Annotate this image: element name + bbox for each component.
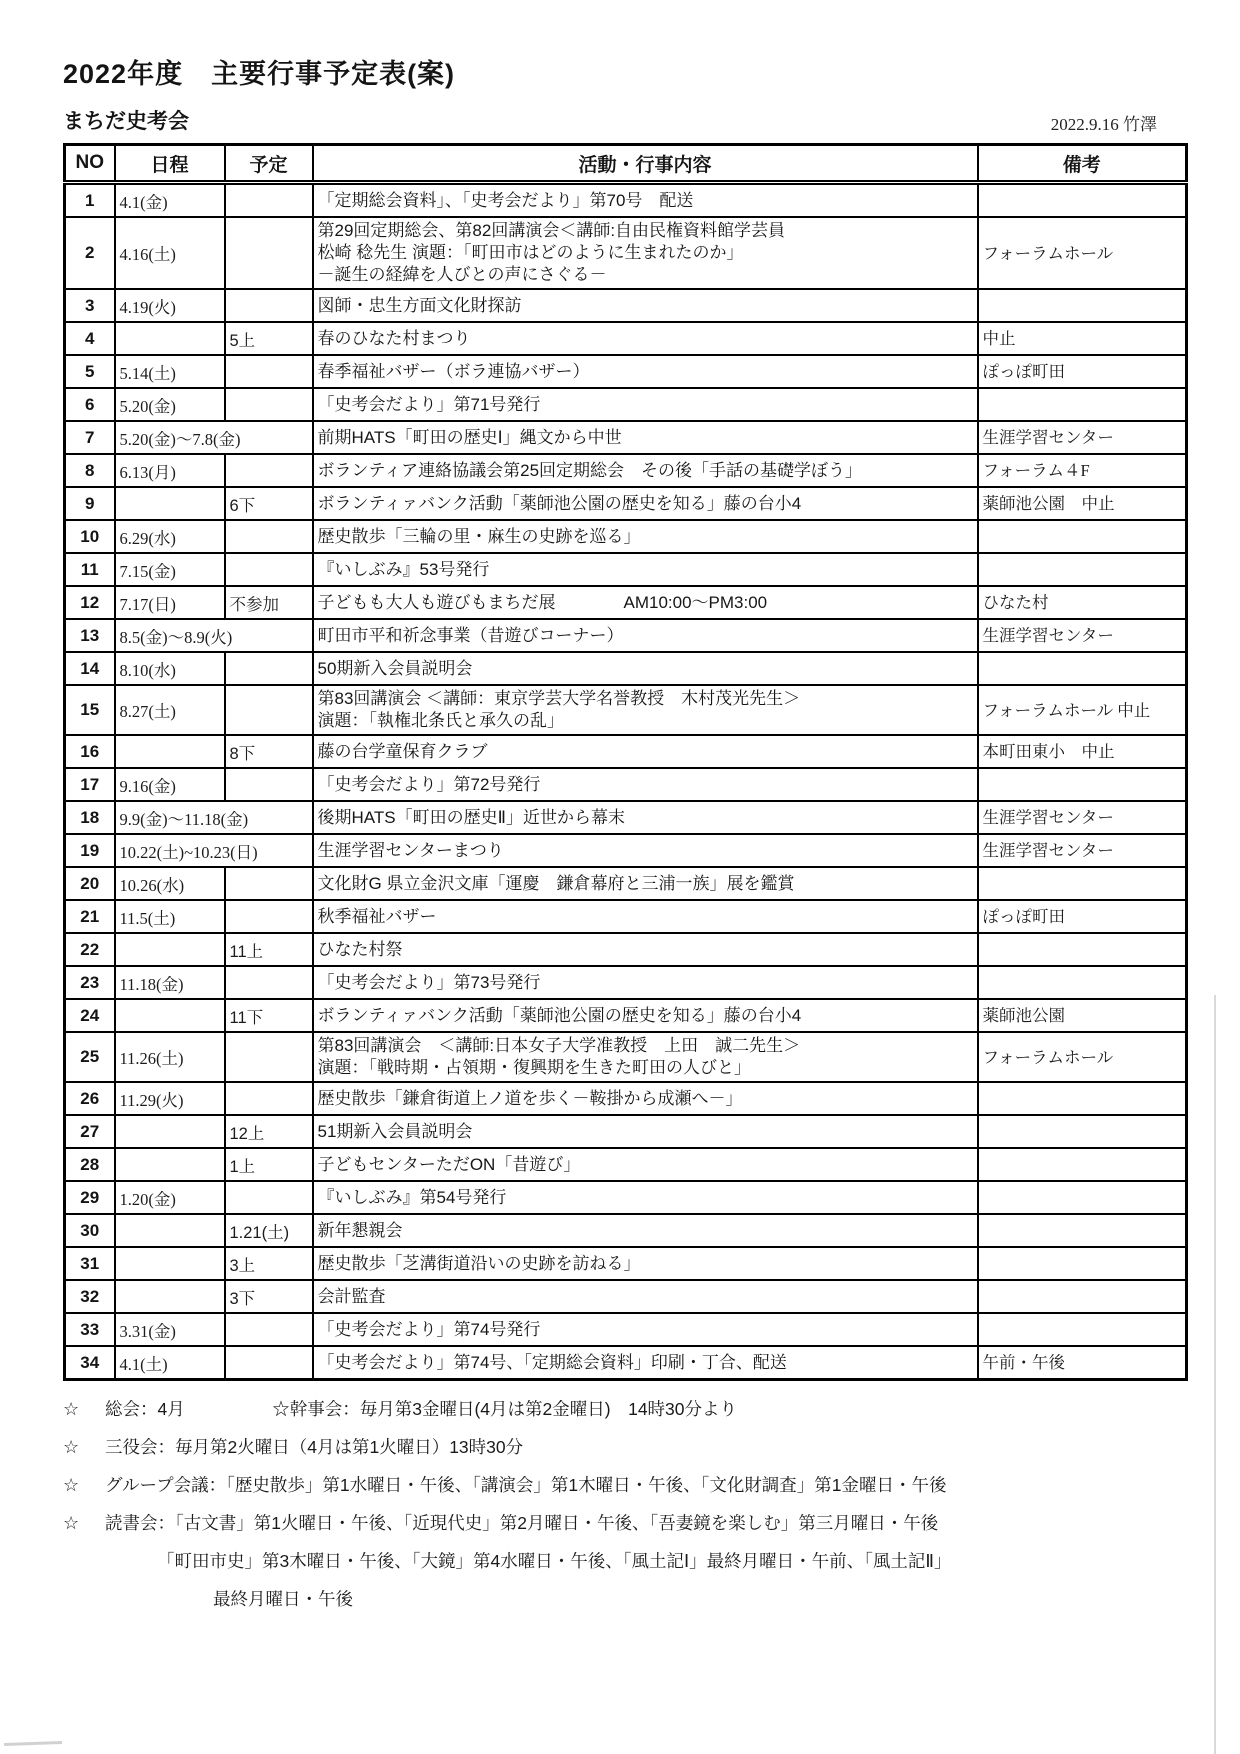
- doc-date-author: 2022.9.16 竹澤: [1050, 115, 1157, 134]
- cell-content: 『いしぶみ』53号発行: [313, 553, 978, 586]
- cell-no: 1: [65, 183, 115, 218]
- cell-plan: [225, 289, 313, 322]
- cell-no: 14: [65, 652, 115, 685]
- header-no: NO: [65, 145, 115, 183]
- cell-plan: 3上: [225, 1247, 313, 1280]
- cell-content: 第29回定期総会、第82回講演会＜講師:自由民権資料館学芸員 松崎 稔先生 演題：「町田市はどのように生まれたのか」 －誕生の経緯を人びとの声にさぐる－: [313, 217, 978, 289]
- cell-no: 16: [65, 735, 115, 768]
- table-row: [65, 388, 1187, 421]
- cell-note: 生涯学習センター: [978, 421, 1187, 454]
- cell-note: [978, 1181, 1187, 1214]
- cell-no: 7: [65, 421, 115, 454]
- cell-content: 春のひなた村まつり: [313, 322, 978, 355]
- cell-no: 15: [65, 685, 115, 735]
- cell-note: [978, 768, 1187, 801]
- cell-no: 33: [65, 1313, 115, 1346]
- scan-artifact-bottom-left: [4, 1741, 62, 1746]
- cell-content: 図師・忠生方面文化財探訪: [313, 289, 978, 322]
- cell-content: ボランティァバンク活動「薬師池公園の歴史を知る」藤の台小4: [313, 999, 978, 1032]
- cell-date: [115, 933, 225, 966]
- table-row: [65, 1280, 1187, 1313]
- cell-note: [978, 1280, 1187, 1313]
- cell-content: 新年懇親会: [313, 1214, 978, 1247]
- table-row: [65, 520, 1187, 553]
- cell-date: 7.15(金): [115, 553, 225, 586]
- cell-date: 6.29(水): [115, 520, 225, 553]
- cell-date-range: 5.20(金)～7.8(金): [115, 421, 313, 454]
- cell-no: 12: [65, 586, 115, 619]
- cell-plan: [225, 652, 313, 685]
- footnote-text: 総会：4月 ☆幹事会：毎月第3金曜日(4月は第2金曜日) 14時30分より: [105, 1399, 738, 1419]
- cell-date: [115, 1214, 225, 1247]
- cell-content: 「定期総会資料」、「史考会だより」第70号 配送: [313, 183, 978, 218]
- cell-date: 6.13(月): [115, 454, 225, 487]
- cell-no: 13: [65, 619, 115, 652]
- cell-plan: [225, 966, 313, 999]
- scan-artifact-right-edge: [1214, 995, 1216, 1754]
- cell-plan: [225, 388, 313, 421]
- table-row: [65, 421, 1187, 454]
- table-row: [65, 1148, 1187, 1181]
- cell-note: [978, 1082, 1187, 1115]
- cell-date-range: 9.9(金)～11.18(金): [115, 801, 313, 834]
- cell-content: 歴史散歩「芝溝街道沿いの史跡を訪ねる」: [313, 1247, 978, 1280]
- table-row: [65, 217, 1187, 289]
- cell-content: 文化財G 県立金沢文庫「運慶 鎌倉幕府と三浦一族」展を鑑賞: [313, 867, 978, 900]
- cell-plan: 1.21(土): [225, 1214, 313, 1247]
- page-title: 2022年度 主要行事予定表(案): [63, 59, 456, 89]
- table-row: [65, 834, 1187, 867]
- schedule-table-body: [65, 183, 1187, 1380]
- table-row: [65, 933, 1187, 966]
- cell-plan: [225, 1346, 313, 1380]
- cell-date-range: 8.5(金)～8.9(火): [115, 619, 313, 652]
- cell-date: 11.26(土): [115, 1032, 225, 1082]
- table-row: [65, 619, 1187, 652]
- footnote-line: [63, 1473, 1185, 1498]
- table-row: [65, 586, 1187, 619]
- cell-note: フォーラム４F: [978, 454, 1187, 487]
- cell-note: ぽっぽ町田: [978, 355, 1187, 388]
- cell-no: 23: [65, 966, 115, 999]
- cell-date: 10.26(水): [115, 867, 225, 900]
- cell-content: 子どもセンターただON「昔遊び」: [313, 1148, 978, 1181]
- star-icon: ☆: [63, 1399, 80, 1419]
- cell-note: [978, 867, 1187, 900]
- cell-date: [115, 999, 225, 1032]
- cell-date: 11.29(火): [115, 1082, 225, 1115]
- cell-no: 25: [65, 1032, 115, 1082]
- cell-date: [115, 735, 225, 768]
- footnote-text: 「町田市史」第3木曜日・午後、「大鏡」第4水曜日・午後、「風土記Ⅰ」最終月曜日・午前、「風土記Ⅱ」: [157, 1551, 952, 1571]
- header-plan: 予定: [225, 145, 313, 183]
- cell-content: 生涯学習センターまつり: [313, 834, 978, 867]
- cell-no: 17: [65, 768, 115, 801]
- footnote-text: 三役会：毎月第2火曜日（4月は第1火曜日）13時30分: [105, 1437, 524, 1457]
- cell-plan: [225, 183, 313, 218]
- cell-note: 生涯学習センター: [978, 801, 1187, 834]
- cell-note: [978, 183, 1187, 218]
- cell-note: ひなた村: [978, 586, 1187, 619]
- cell-plan: [225, 900, 313, 933]
- cell-note: 中止: [978, 322, 1187, 355]
- table-row: [65, 322, 1187, 355]
- cell-content: 50期新入会員説明会: [313, 652, 978, 685]
- cell-content: 『いしぶみ』第54号発行: [313, 1181, 978, 1214]
- table-row: [65, 652, 1187, 685]
- cell-note: 薬師池公園: [978, 999, 1187, 1032]
- cell-note: ぽっぽ町田: [978, 900, 1187, 933]
- cell-date: 5.14(土): [115, 355, 225, 388]
- cell-date: 8.27(土): [115, 685, 225, 735]
- cell-note: 生涯学習センター: [978, 619, 1187, 652]
- cell-content: 51期新入会員説明会: [313, 1115, 978, 1148]
- cell-date: 4.1(土): [115, 1346, 225, 1380]
- cell-plan: 5上: [225, 322, 313, 355]
- cell-no: 21: [65, 900, 115, 933]
- cell-date: 7.17(日): [115, 586, 225, 619]
- cell-no: 22: [65, 933, 115, 966]
- table-row: [65, 1214, 1187, 1247]
- table-row: [65, 1247, 1187, 1280]
- cell-no: 3: [65, 289, 115, 322]
- cell-plan: 6下: [225, 487, 313, 520]
- footnote-line: [63, 1397, 1185, 1422]
- cell-date: [115, 1280, 225, 1313]
- cell-content: 「史考会だより」第72号発行: [313, 768, 978, 801]
- star-icon: ☆: [63, 1437, 80, 1457]
- cell-note: フォーラムホール: [978, 1032, 1187, 1082]
- cell-note: [978, 1313, 1187, 1346]
- table-row: [65, 867, 1187, 900]
- cell-note: フォーラムホール: [978, 217, 1187, 289]
- cell-note: [978, 520, 1187, 553]
- table-row: [65, 900, 1187, 933]
- table-row: [65, 1346, 1187, 1380]
- cell-date: 1.20(金): [115, 1181, 225, 1214]
- cell-note: [978, 1247, 1187, 1280]
- cell-plan: 3下: [225, 1280, 313, 1313]
- cell-no: 11: [65, 553, 115, 586]
- cell-note: 本町田東小 中止: [978, 735, 1187, 768]
- cell-no: 31: [65, 1247, 115, 1280]
- cell-note: [978, 289, 1187, 322]
- cell-plan: 11上: [225, 933, 313, 966]
- cell-note: [978, 553, 1187, 586]
- cell-content: 春季福祉バザー（ボラ連協バザー）: [313, 355, 978, 388]
- cell-plan: 1上: [225, 1148, 313, 1181]
- cell-note: 生涯学習センター: [978, 834, 1187, 867]
- footnote-line: [63, 1435, 1185, 1460]
- cell-no: 30: [65, 1214, 115, 1247]
- cell-note: 薬師池公園 中止: [978, 487, 1187, 520]
- cell-date: 4.19(火): [115, 289, 225, 322]
- table-row: [65, 1181, 1187, 1214]
- cell-note: [978, 1148, 1187, 1181]
- cell-content: 秋季福祉バザー: [313, 900, 978, 933]
- footnote-text: グループ会議：「歴史散歩」第1水曜日・午後、「講演会」第1木曜日・午後、「文化財調査」第1金曜日・午後: [105, 1475, 947, 1495]
- table-row: [65, 685, 1187, 735]
- cell-no: 2: [65, 217, 115, 289]
- cell-no: 29: [65, 1181, 115, 1214]
- cell-content: 町田市平和祈念事業（昔遊びコーナー）: [313, 619, 978, 652]
- cell-plan: 11下: [225, 999, 313, 1032]
- cell-note: [978, 966, 1187, 999]
- cell-date: [115, 322, 225, 355]
- table-row: [65, 768, 1187, 801]
- footnote-text: 読書会：「古文書」第1火曜日・午後、「近現代史」第2月曜日・午後、「吾妻鏡を楽しむ」第三月曜日・午後: [105, 1513, 939, 1533]
- table-row: [65, 1115, 1187, 1148]
- cell-date: 8.10(水): [115, 652, 225, 685]
- header-row: [65, 145, 1187, 183]
- cell-content: 会計監査: [313, 1280, 978, 1313]
- table-row: [65, 966, 1187, 999]
- cell-content: 歴史散歩「鎌倉街道上ノ道を歩く－鞍掛から成瀬へ－」: [313, 1082, 978, 1115]
- footnote-line: [63, 1587, 1185, 1612]
- cell-no: 34: [65, 1346, 115, 1380]
- header-note: 備考: [978, 145, 1187, 183]
- cell-plan: 8下: [225, 735, 313, 768]
- cell-content: 「史考会だより」第74号発行: [313, 1313, 978, 1346]
- cell-plan: [225, 454, 313, 487]
- table-row: [65, 735, 1187, 768]
- cell-no: 8: [65, 454, 115, 487]
- cell-note: [978, 652, 1187, 685]
- cell-plan: [225, 520, 313, 553]
- cell-no: 6: [65, 388, 115, 421]
- cell-content: 「史考会だより」第73号発行: [313, 966, 978, 999]
- cell-content: ボランティァバンク活動「薬師池公園の歴史を知る」藤の台小4: [313, 487, 978, 520]
- table-row: [65, 1082, 1187, 1115]
- cell-plan: [225, 355, 313, 388]
- footnotes: [63, 1397, 1185, 1612]
- cell-plan: [225, 553, 313, 586]
- cell-no: 9: [65, 487, 115, 520]
- cell-plan: [225, 217, 313, 289]
- cell-no: 4: [65, 322, 115, 355]
- cell-no: 32: [65, 1280, 115, 1313]
- cell-no: 27: [65, 1115, 115, 1148]
- cell-no: 5: [65, 355, 115, 388]
- cell-no: 10: [65, 520, 115, 553]
- cell-content: 前期HATS「町田の歴史Ⅰ」縄文から中世: [313, 421, 978, 454]
- cell-date: 4.16(土): [115, 217, 225, 289]
- cell-content: 子どもも大人も遊びもまちだ展 AM10:00～PM3:00: [313, 586, 978, 619]
- cell-no: 20: [65, 867, 115, 900]
- table-row: [65, 1313, 1187, 1346]
- cell-note: [978, 1214, 1187, 1247]
- cell-date-range: 10.22(土)~10.23(日): [115, 834, 313, 867]
- cell-date: 9.16(金): [115, 768, 225, 801]
- footnote-line: [63, 1549, 1185, 1574]
- table-row: [65, 1032, 1187, 1082]
- table-row: [65, 355, 1187, 388]
- cell-no: 28: [65, 1148, 115, 1181]
- header-date: 日程: [115, 145, 225, 183]
- cell-plan: [225, 685, 313, 735]
- cell-no: 26: [65, 1082, 115, 1115]
- cell-no: 24: [65, 999, 115, 1032]
- subheader: [63, 105, 1185, 135]
- table-row: [65, 289, 1187, 322]
- cell-date: 11.18(金): [115, 966, 225, 999]
- cell-plan: [225, 768, 313, 801]
- table-row: [65, 801, 1187, 834]
- cell-plan: [225, 867, 313, 900]
- cell-note: [978, 933, 1187, 966]
- table-row: [65, 183, 1187, 218]
- cell-content: 「史考会だより」第71号発行: [313, 388, 978, 421]
- org-name: まちだ史考会: [63, 110, 189, 133]
- star-icon: ☆: [63, 1475, 80, 1495]
- cell-note: 午前・午後: [978, 1346, 1187, 1380]
- cell-date: 5.20(金): [115, 388, 225, 421]
- cell-content: ボランティア連絡協議会第25回定期総会 その後「手話の基礎学ぼう」: [313, 454, 978, 487]
- cell-no: 18: [65, 801, 115, 834]
- cell-content: 後期HATS「町田の歴史Ⅱ」近世から幕末: [313, 801, 978, 834]
- cell-date: 4.1(金): [115, 183, 225, 218]
- table-row: [65, 454, 1187, 487]
- cell-plan: 12上: [225, 1115, 313, 1148]
- cell-date: [115, 1115, 225, 1148]
- cell-content: ひなた村祭: [313, 933, 978, 966]
- cell-plan: [225, 1082, 313, 1115]
- cell-content: 「史考会だより」第74号、「定期総会資料」印刷・丁合、配送: [313, 1346, 978, 1380]
- cell-plan: [225, 1313, 313, 1346]
- footnote-text: 最終月曜日・午後: [213, 1589, 353, 1609]
- cell-content: 第83回講演会 ＜講師:日本女子大学准教授 上田 誠二先生＞ 演題：「戦時期・占領期・復興期を生きた町田の人びと」: [313, 1032, 978, 1082]
- cell-note: [978, 388, 1187, 421]
- cell-note: フォーラムホール 中止: [978, 685, 1187, 735]
- star-icon: ☆: [63, 1513, 80, 1533]
- document-page: [63, 0, 1185, 1625]
- table-row: [65, 999, 1187, 1032]
- cell-date: [115, 1247, 225, 1280]
- cell-note: [978, 1115, 1187, 1148]
- cell-date: [115, 487, 225, 520]
- event-time: AM10:00～PM3:00: [623, 592, 768, 612]
- cell-plan: 不参加: [225, 586, 313, 619]
- cell-plan: [225, 1032, 313, 1082]
- header-content: 活動・行事内容: [313, 145, 978, 183]
- table-row: [65, 487, 1187, 520]
- cell-content: 第83回講演会 ＜講師：東京学芸大学名誉教授 木村茂光先生＞ 演題：「執権北条氏と承久の乱」: [313, 685, 978, 735]
- schedule-table: [63, 143, 1188, 1381]
- footnote-line: [63, 1511, 1185, 1536]
- table-row: [65, 553, 1187, 586]
- cell-date: [115, 1148, 225, 1181]
- cell-date: 3.31(金): [115, 1313, 225, 1346]
- cell-no: 19: [65, 834, 115, 867]
- table-header: [65, 145, 1187, 183]
- cell-date: 11.5(土): [115, 900, 225, 933]
- cell-plan: [225, 1181, 313, 1214]
- cell-content: 藤の台学童保育クラブ: [313, 735, 978, 768]
- cell-content: 歴史散歩「三輪の里・麻生の史跡を巡る」: [313, 520, 978, 553]
